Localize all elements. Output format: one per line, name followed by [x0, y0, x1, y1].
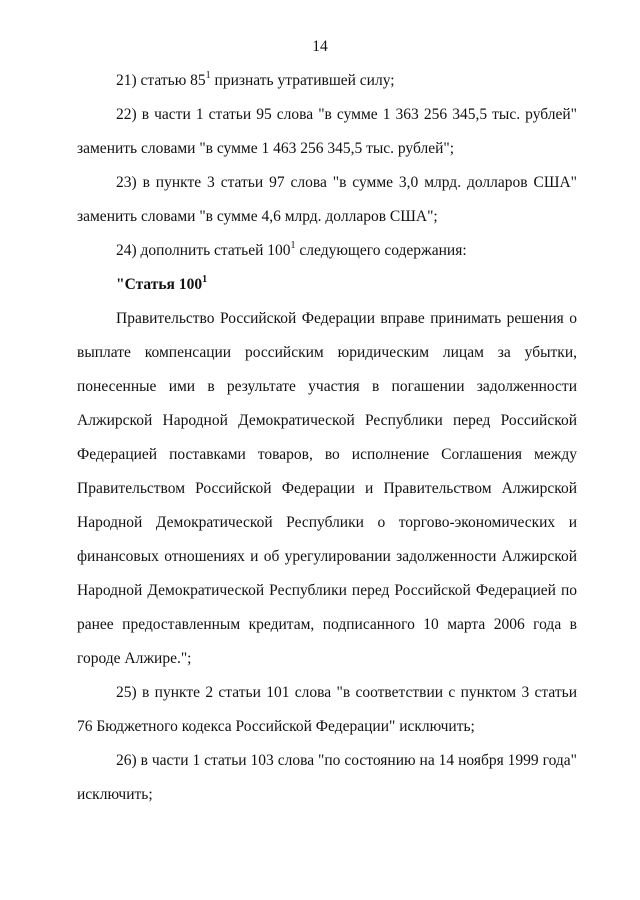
article-heading-superscript: 1	[202, 273, 208, 285]
item-21-text-end: признать утратившей силу;	[210, 72, 395, 89]
article-heading-text: "Статья 100	[116, 276, 203, 293]
item-22: 22) в части 1 статьи 95 слова "в сумме 1 363 256 345,5 тыс. рублей" заменить словами "в сумме 1 463 256 345,5 тыс. рублей";	[77, 106, 577, 157]
item-26: 26) в части 1 статьи 103 слова "по состоянию на 14 ноября 1999 года" исключить;	[77, 752, 577, 803]
item-23: 23) в пункте 3 статьи 97 слова "в сумме 3,0 млрд. долларов США" заменить словами "в сумме 4,6 млрд. долларов США";	[77, 174, 577, 225]
item-24	[77, 234, 577, 268]
item-24-text-end: следующего содержания:	[295, 242, 467, 259]
document-body	[77, 64, 577, 812]
item-21-superscript: 1	[205, 69, 211, 81]
item-21-text: 21) статью 85	[116, 72, 206, 89]
article-heading	[77, 268, 577, 302]
page-number: 14	[312, 38, 328, 55]
item-24-superscript: 1	[290, 239, 296, 251]
item-24-text: 24) дополнить статьей 100	[116, 242, 291, 259]
item-21	[77, 64, 577, 98]
article-body: Правительство Российской Федерации вправе принимать решения о выплате компенсации российским юридическим лицам за убытки, понесенные ими в результате участия в погашении задолженности Алжирской Народной Демократической Республики перед Российской Федерацией поставками товаров, во исполнение Соглашения между Правительством Российской Федерации и Правительством Алжирской Народной Демократической Республики о торгово-экономических и финансовых отношениях и об урегулировании задолженности Алжирской Народной Демократической Республики перед Российской Федерацией по ранее предоставленным кредитам, подписанного 10 марта 2006 года в городе Алжире.";	[77, 310, 577, 667]
item-25: 25) в пункте 2 статьи 101 слова "в соответствии с пунктом 3 статьи 76 Бюджетного кодекса Российской Федерации" исключить;	[77, 684, 577, 735]
